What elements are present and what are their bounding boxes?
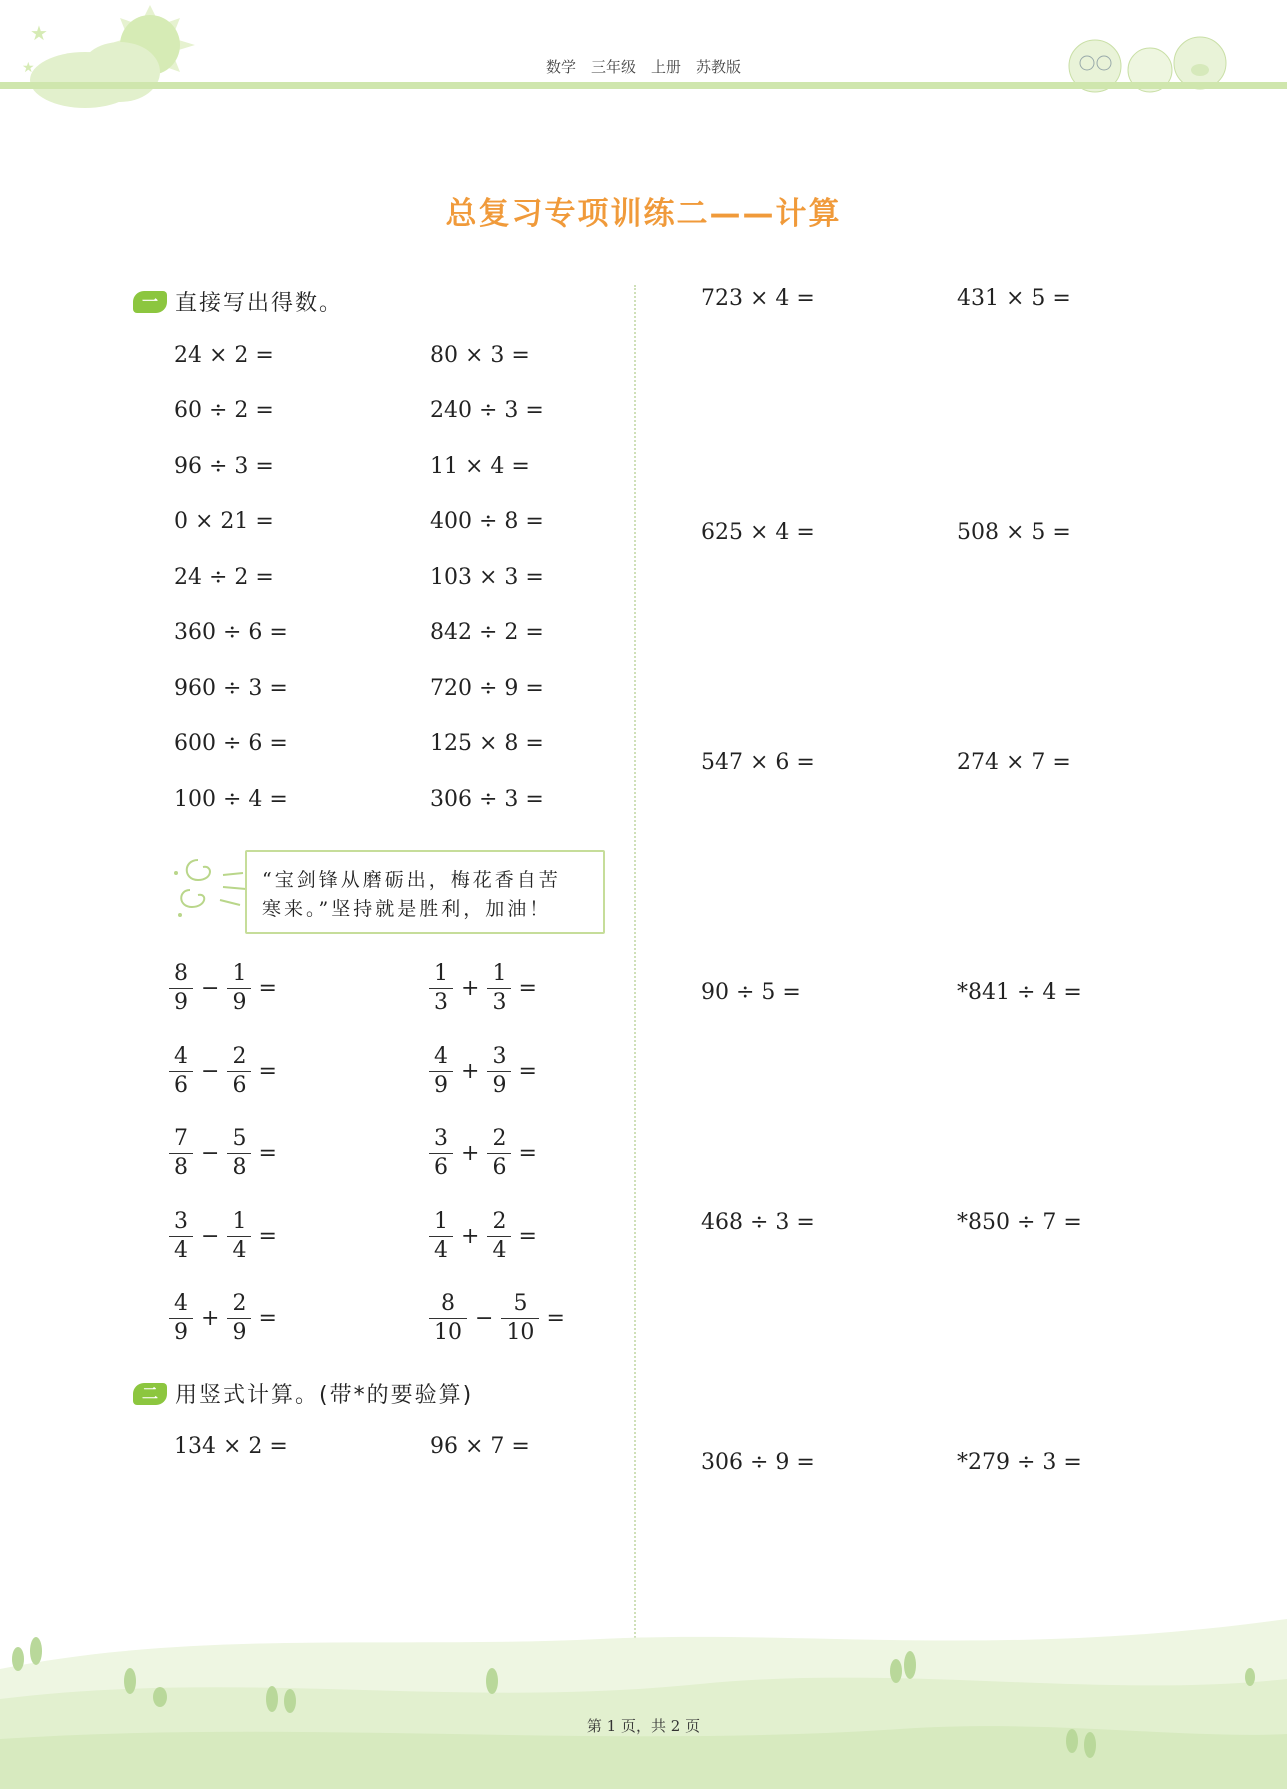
fraction-expr: $\frac{1}{3}$ + $\frac{1}{3}$ = bbox=[426, 960, 537, 1017]
fraction-expr: $\frac{4}{9}$ + $\frac{3}{9}$ = bbox=[426, 1043, 537, 1100]
quote-line-2: 寒来。”坚持就是胜利，加油！ bbox=[262, 898, 552, 920]
fraction-expr: $\frac{1}{4}$ + $\frac{2}{4}$ = bbox=[426, 1208, 537, 1265]
oral-item: 306 ÷ 3 = bbox=[430, 787, 544, 812]
header-bar bbox=[0, 82, 1287, 89]
fraction-expr: $\frac{3}{4}$ − $\frac{1}{4}$ = bbox=[166, 1208, 277, 1265]
oral-item: 96 ÷ 3 = bbox=[174, 454, 274, 479]
fraction: $\frac{8}{9}$ bbox=[169, 960, 193, 1017]
fraction: $\frac{3}{9}$ bbox=[487, 1043, 511, 1100]
fraction: $\frac{2}{4}$ bbox=[487, 1208, 511, 1265]
vertical-item: 547 × 6 = bbox=[701, 750, 815, 775]
fraction: $\frac{8}{10}$ bbox=[429, 1290, 467, 1347]
oral-item: 100 ÷ 4 = bbox=[174, 787, 288, 812]
fraction: $\frac{7}{8}$ bbox=[169, 1125, 193, 1182]
oral-item: 60 ÷ 2 = bbox=[174, 398, 274, 423]
vertical-item: *841 ÷ 4 = bbox=[957, 980, 1082, 1005]
vertical-item: 134 × 2 = bbox=[174, 1434, 288, 1459]
page-number: 第 1 页，共 2 页 bbox=[586, 1717, 701, 1735]
fraction: $\frac{3}{6}$ bbox=[429, 1125, 453, 1182]
fraction: $\frac{5}{10}$ bbox=[501, 1290, 539, 1347]
fraction: $\frac{4}{9}$ bbox=[169, 1290, 193, 1347]
fraction: $\frac{4}{9}$ bbox=[429, 1043, 453, 1100]
hills-decoration bbox=[0, 1589, 1287, 1789]
fraction: $\frac{1}{9}$ bbox=[227, 960, 251, 1017]
fraction: $\frac{4}{6}$ bbox=[169, 1043, 193, 1100]
oral-item: 960 ÷ 3 = bbox=[174, 676, 288, 701]
section-1-badge: 一 bbox=[133, 291, 167, 313]
oral-item: 360 ÷ 6 = bbox=[174, 620, 288, 645]
fraction-expr: $\frac{8}{10}$ − $\frac{5}{10}$ = bbox=[426, 1290, 565, 1347]
fraction: $\frac{1}{4}$ bbox=[227, 1208, 251, 1265]
oral-item: 80 × 3 = bbox=[430, 343, 530, 368]
fraction: $\frac{2}{6}$ bbox=[227, 1043, 251, 1100]
oral-item: 240 ÷ 3 = bbox=[430, 398, 544, 423]
svg-text:★: ★ bbox=[22, 60, 35, 76]
oral-item: 24 ÷ 2 = bbox=[174, 565, 274, 590]
fraction-expr: $\frac{4}{6}$ − $\frac{2}{6}$ = bbox=[166, 1043, 277, 1100]
page-title: 总复习专项训练二——计算 bbox=[445, 196, 842, 232]
oral-item: 0 × 21 = bbox=[174, 509, 274, 534]
fraction-expr: $\frac{8}{9}$ − $\frac{1}{9}$ = bbox=[166, 960, 277, 1017]
vertical-item: 625 × 4 = bbox=[701, 520, 815, 545]
quote-text bbox=[262, 866, 602, 924]
vertical-item: 96 × 7 = bbox=[430, 1434, 530, 1459]
vertical-item: 306 ÷ 9 = bbox=[701, 1450, 815, 1475]
fraction: $\frac{1}{3}$ bbox=[429, 960, 453, 1017]
vertical-item: 90 ÷ 5 = bbox=[701, 980, 801, 1005]
vertical-item: *850 ÷ 7 = bbox=[957, 1210, 1082, 1235]
section-2-title: 用竖式计算。(带*的要验算) bbox=[175, 1383, 474, 1408]
section-2-badge: 二 bbox=[133, 1383, 167, 1405]
section-1-title: 直接写出得数。 bbox=[175, 291, 344, 316]
column-divider bbox=[634, 285, 636, 1645]
vertical-item: 723 × 4 = bbox=[701, 286, 815, 311]
oral-item: 720 ÷ 9 = bbox=[430, 676, 544, 701]
vertical-item: 468 ÷ 3 = bbox=[701, 1210, 815, 1235]
fraction: $\frac{2}{6}$ bbox=[487, 1125, 511, 1182]
oral-item: 125 × 8 = bbox=[430, 731, 544, 756]
vertical-item: *279 ÷ 3 = bbox=[957, 1450, 1082, 1475]
oral-item: 600 ÷ 6 = bbox=[174, 731, 288, 756]
quote-line-1: “宝剑锋从磨砺出，梅花香自苦 bbox=[262, 869, 561, 891]
vertical-item: 431 × 5 = bbox=[957, 286, 1071, 311]
fraction: $\frac{3}{4}$ bbox=[169, 1208, 193, 1265]
fraction-expr: $\frac{4}{9}$ + $\frac{2}{9}$ = bbox=[166, 1290, 277, 1347]
oral-item: 842 ÷ 2 = bbox=[430, 620, 544, 645]
vertical-item: 508 × 5 = bbox=[957, 520, 1071, 545]
fraction: $\frac{1}{4}$ bbox=[429, 1208, 453, 1265]
fraction: $\frac{1}{3}$ bbox=[487, 960, 511, 1017]
fraction-expr: $\frac{7}{8}$ − $\frac{5}{8}$ = bbox=[166, 1125, 277, 1182]
fraction: $\frac{5}{8}$ bbox=[227, 1125, 251, 1182]
section-2-heading bbox=[133, 1378, 473, 1409]
fraction-expr: $\frac{3}{6}$ + $\frac{2}{6}$ = bbox=[426, 1125, 537, 1182]
oral-item: 11 × 4 = bbox=[430, 454, 530, 479]
oral-item: 24 × 2 = bbox=[174, 343, 274, 368]
fraction: $\frac{2}{9}$ bbox=[227, 1290, 251, 1347]
oral-item: 400 ÷ 8 = bbox=[430, 509, 544, 534]
vertical-item: 274 × 7 = bbox=[957, 750, 1071, 775]
svg-text:★: ★ bbox=[30, 21, 48, 45]
header-text: 数学 三年级 上册 苏教版 bbox=[545, 58, 741, 76]
section-1-heading bbox=[133, 286, 343, 317]
oral-item: 103 × 3 = bbox=[430, 565, 544, 590]
